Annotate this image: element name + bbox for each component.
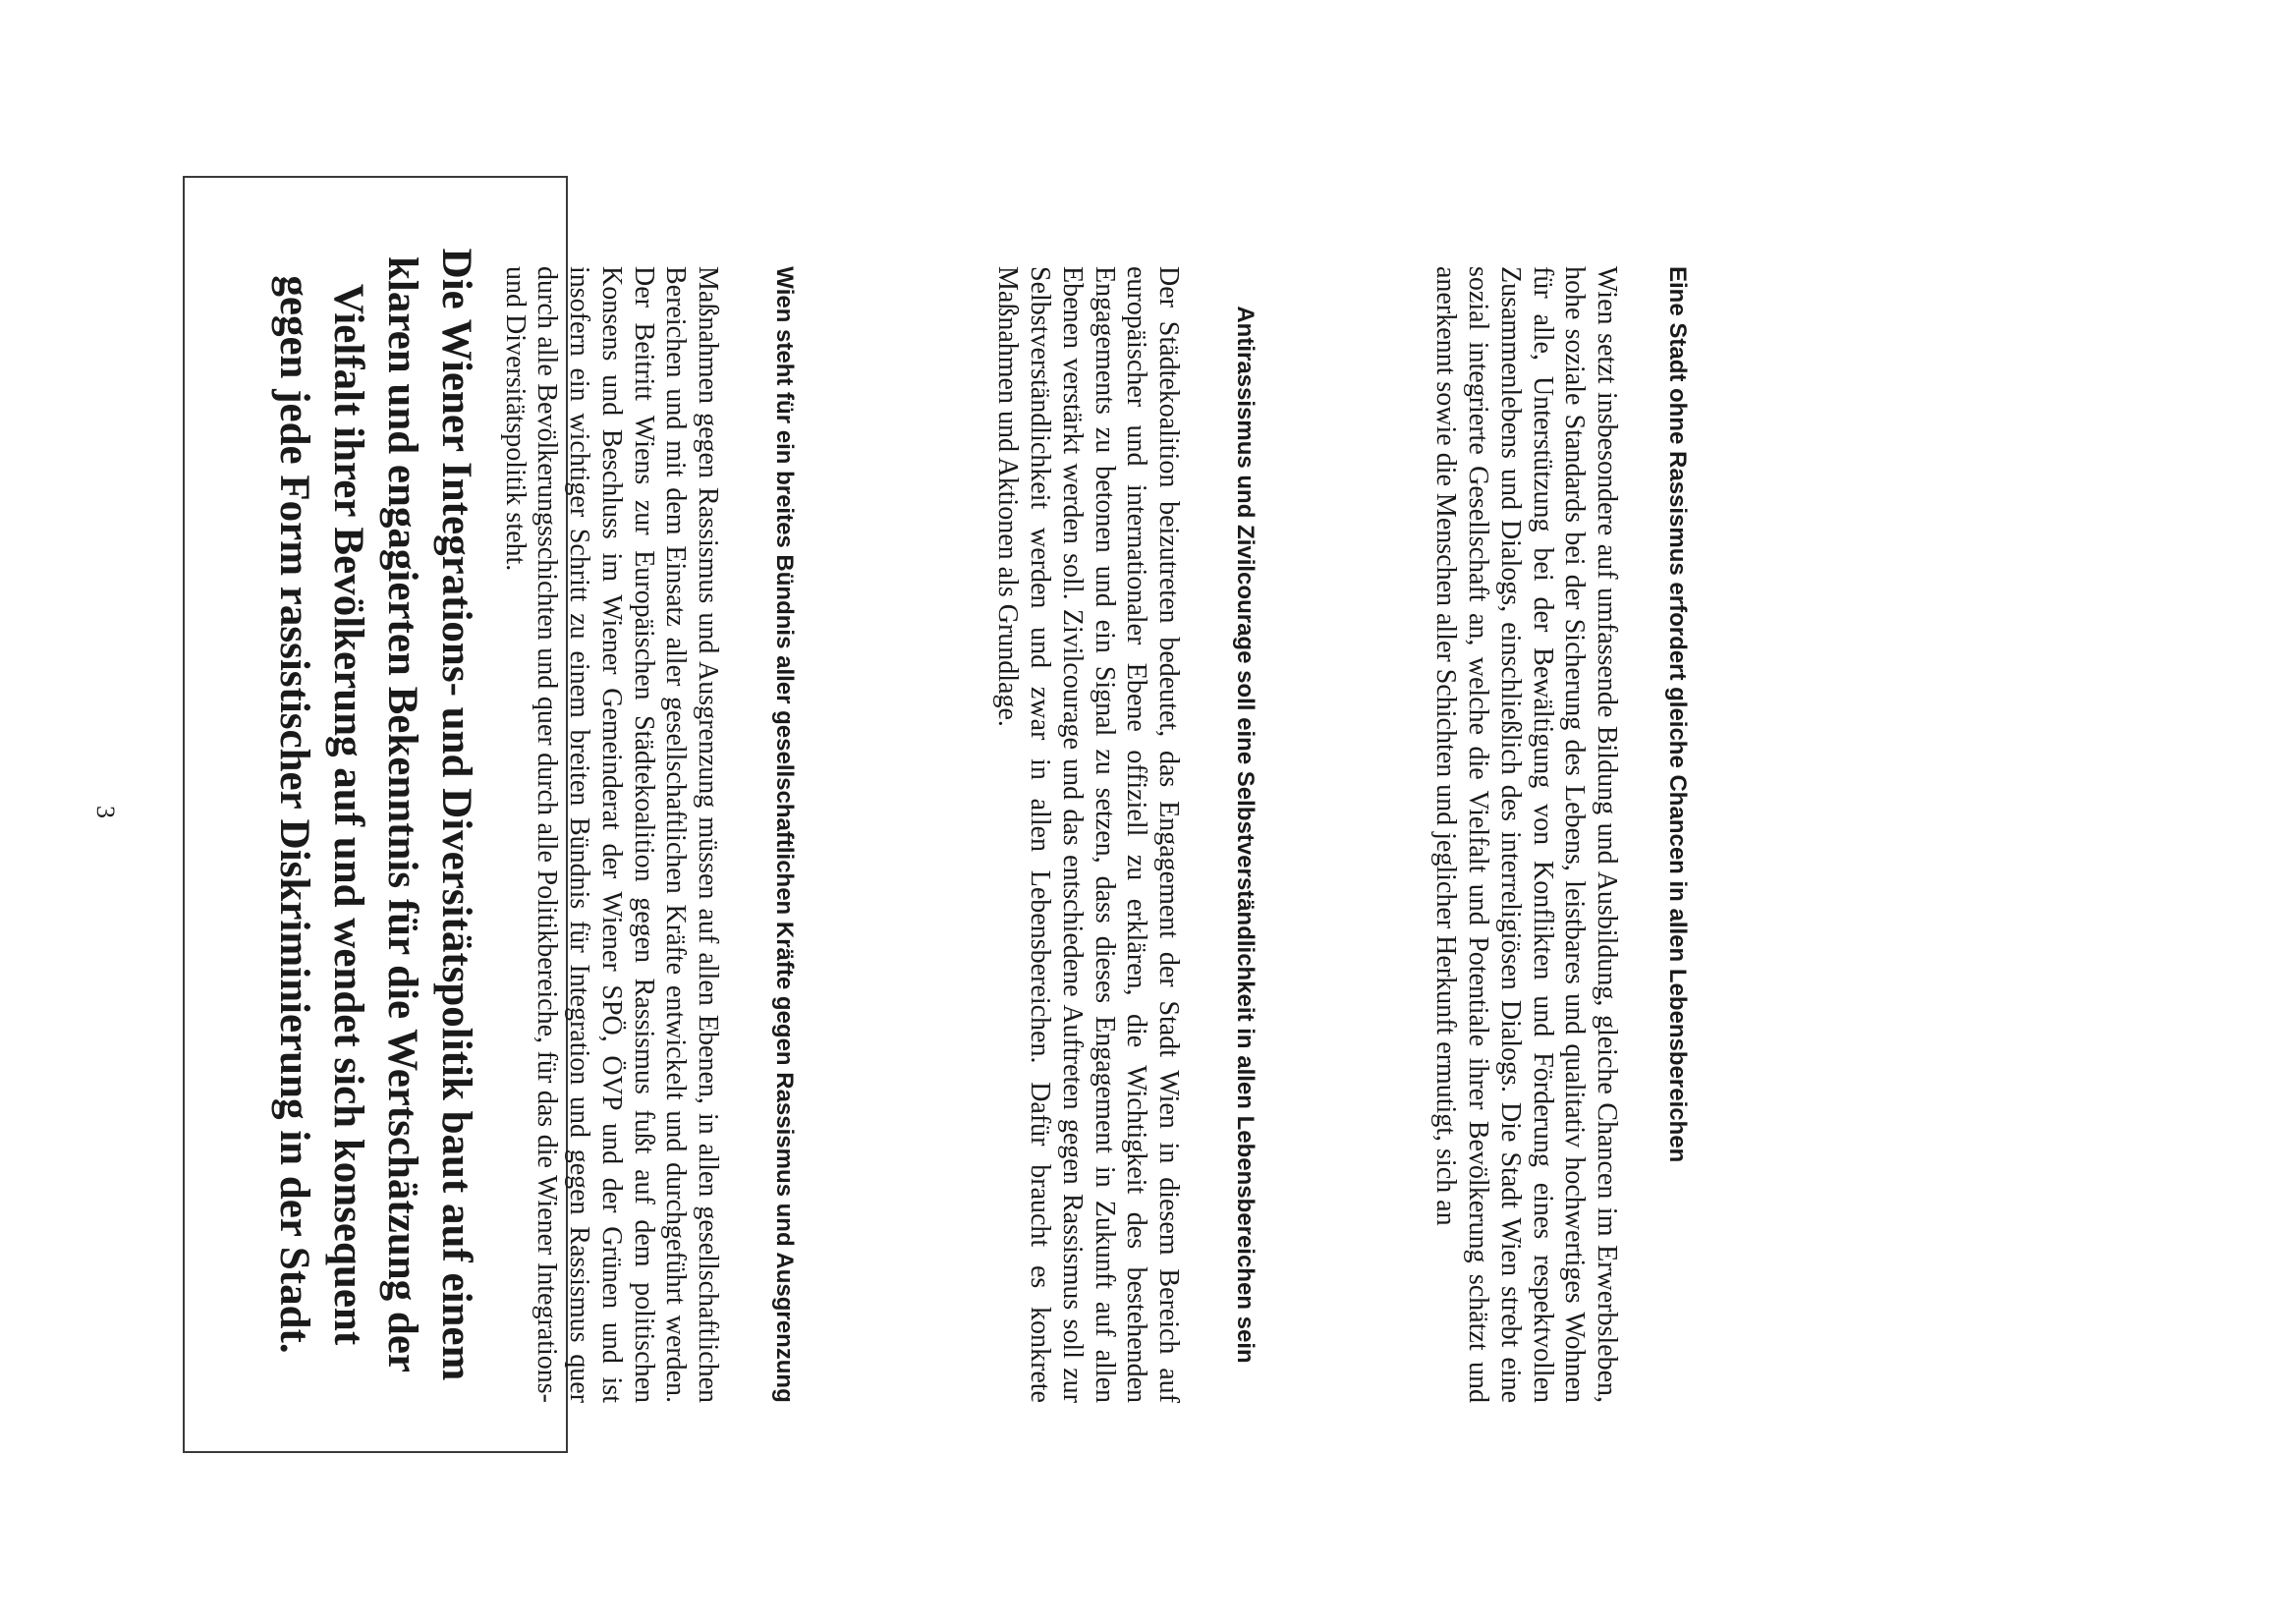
section-3	[1429, 266, 1693, 1403]
section-3-body: Wien setzt insbesondere auf umfassende Bildung und Ausbildung, gleiche Chancen im Erwerbsleben, hohe soziale Standards bei der Sicherung des Lebens, leistbares und qualitativ hochwertiges Wohnen für alle, Unterstützung bei der Bewältigung von Konflikten und Förderung eines respektvollen Zusammenlebens und Dialogs, einschließlich des interreligiösen Dialogs. Die Stadt Wien strebt eine sozial integrierte Gesellschaft an, welche die Vielfalt und Potentiale ihrer Bevölkerung schätzt und anerkennt sowie die Menschen aller Schichten und jeglicher Herkunft ermutigt, sich an	[1430, 266, 1622, 1403]
section-1	[498, 266, 800, 1403]
section-2-body: Der Städtekoalition beizutreten bedeutet, das Engagement der Stadt Wien in diesem Bereich auf europäischer und internationaler Ebene offiziell zu erklären, die Wichtigkeit des bestehenden Engagements zu betonen und ein Signal zu setzen, dass dieses Engagement in Zukunft auf allen Ebenen verstärkt werden soll. Zivilcourage und das entschiedene Auftreten gegen Rassismus soll zur Selbstverständlichkeit werden und zwar in allen Lebensbereichen. Dafür braucht es konkrete Maßnahmen und Aktionen als Grundlage.	[992, 266, 1184, 1403]
section-2	[991, 266, 1260, 1403]
section-1-body: Maßnahmen gegen Rassismus und Ausgrenzung müssen auf allen Ebenen, in allen gesellschaftlichen Bereichen und mit dem Einsatz aller gesellschaftlichen Kräfte entwickelt und durchgeführt werden. Der Beitritt Wiens zur Europäischen Städtekoalition gegen Rassismus fußt auf dem politischen Konsens und Beschluss im Wiener Gemeinderat der Wiener SPÖ, ÖVP und der Grünen und ist insofern ein wichtiger Schritt zu einem breiten Bündnis für Integration und gegen Rassismus quer durch alle Bevölkerungsschichten und quer durch alle Politikbereiche, für das die Wiener Integrations- und Diversitätspolitik steht.	[499, 266, 723, 1403]
page-number: 3	[91, 806, 120, 818]
section-1-heading: Wien steht für ein breites Bündnis aller gesellschaftlichen Kräfte gegen Rassismus und Ausgrenzung	[771, 266, 798, 1403]
section-3-heading: Eine Stadt ohne Rassismus erfordert gleiche Chancen in allen Lebensbereichen	[1664, 266, 1691, 1163]
page-title: Die Wiener Integrations- und Diversitätspolitik baut auf einem klaren und engagierten Bekenntnis für die Wertschätzung der Vielfalt ihrer Bevölkerung auf und wendet sich konsequent gegen jede Form rassistischer Diskriminierung in der Stadt.	[271, 248, 479, 1381]
section-2-heading: Antirassismus und Zivilcourage soll eine Selbstverständlichkeit in allen Lebensbereichen sein	[1232, 306, 1259, 1364]
